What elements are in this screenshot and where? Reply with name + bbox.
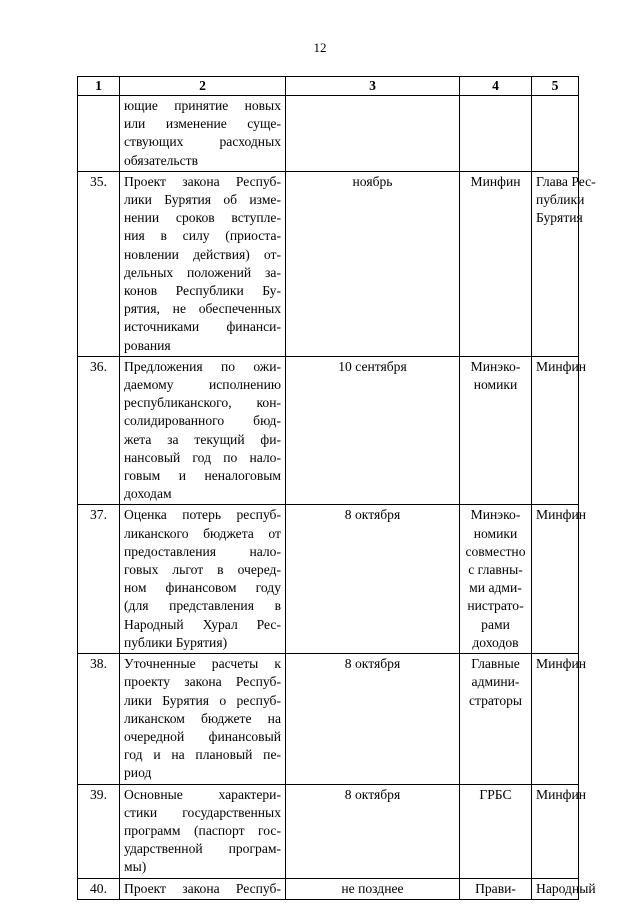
cell-line: номики [473, 525, 518, 541]
description-line: Предложения по ожи- [124, 358, 281, 374]
description-line: предоставления нало- [124, 543, 281, 559]
deadline: 8 октября [286, 505, 460, 654]
column-header: 1 [78, 77, 120, 96]
cell-line: рами [481, 616, 510, 632]
responsible-executor [460, 356, 532, 505]
description-line: стики государственных [124, 804, 281, 820]
cell-line: Минфин [536, 358, 586, 374]
cell-line: Минфин [536, 656, 586, 672]
document-description [120, 878, 286, 899]
cell-line: совместно [465, 543, 526, 559]
description-line: даемому исполнению [124, 377, 281, 393]
cell-line: Минфин [536, 507, 586, 523]
description-line: Проект закона Респуб- [124, 880, 281, 896]
description-line: Народный Хурал Рес- [124, 616, 281, 632]
description-line: нении сроков вступле- [124, 210, 281, 226]
column-header: 2 [120, 77, 286, 96]
recipient [532, 784, 586, 878]
row-number [78, 96, 120, 172]
cell-line: админи- [471, 674, 520, 690]
page-number: 12 [313, 40, 327, 55]
description-line: ликанского бюджета от [124, 525, 281, 541]
description-line: дельных положений за- [124, 264, 281, 280]
column-header: 3 [286, 77, 460, 96]
description-line: конов Республики Бу- [124, 283, 281, 299]
responsible-executor [460, 505, 532, 654]
description-line: риод [124, 765, 152, 781]
responsible-executor [460, 654, 532, 784]
row-number: 38. [78, 654, 120, 784]
description-line: Уточненные расчеты к [124, 656, 281, 672]
description-line: или изменение суще- [124, 116, 281, 132]
cell-line: публики [536, 192, 585, 208]
row-number: 35. [78, 171, 120, 356]
description-line: очередной финансовый [124, 728, 281, 744]
description-line: год и на плановый пе- [124, 747, 281, 763]
column-header: 5 [532, 77, 579, 96]
description-line: новлении действия) от- [124, 246, 281, 262]
plan-table [77, 76, 596, 900]
description-line: обязательств [124, 152, 199, 168]
table-row [78, 356, 579, 505]
table-row [78, 654, 579, 784]
responsible-executor [460, 171, 532, 356]
table-row [78, 505, 579, 654]
table-row [78, 784, 579, 878]
description-line: публики Бурятия) [124, 634, 228, 650]
description-line: программ (паспорт гос- [124, 822, 281, 838]
description-line: ликанском бюджете на [124, 710, 281, 726]
cell-line: Минэко- [470, 507, 521, 523]
description-line: мы) [124, 859, 147, 875]
description-line: доходам [124, 486, 172, 502]
description-line: говых льгот в очеред- [124, 562, 281, 578]
description-line: ния в силу (приоста- [124, 228, 281, 244]
cell-line: Бурятия [536, 210, 583, 226]
cell-line: Минфин [536, 786, 586, 802]
cell-line: нистрато- [467, 598, 524, 614]
description-line: ударственной програм- [124, 841, 281, 857]
document-description [120, 96, 286, 172]
cell-line: Народный [536, 880, 596, 896]
cell-line: номики [473, 377, 518, 393]
deadline: 10 сентября [286, 356, 460, 505]
responsible-executor [460, 878, 532, 899]
description-line: источниками финанси- [124, 319, 281, 335]
description-line: жета за текущий фи- [124, 431, 281, 447]
cell-line: ГРБС [479, 786, 512, 802]
table-header-row [78, 77, 579, 96]
cell-line: страторы [468, 692, 523, 708]
document-description [120, 654, 286, 784]
document-description [120, 171, 286, 356]
deadline: 8 октября [286, 654, 460, 784]
description-line: рятия, не обеспеченных [124, 301, 281, 317]
description-line: ствующих расходных [124, 134, 281, 150]
description-line: ном финансовом году [124, 580, 281, 596]
description-line: Основные характери- [124, 786, 281, 802]
cell-line: Глава Рес- [536, 173, 596, 189]
responsible-executor [460, 784, 532, 878]
recipient [532, 171, 596, 356]
cell-line: Минэко- [470, 358, 521, 374]
row-number: 36. [78, 356, 120, 505]
cell-line: ми адми- [469, 580, 522, 596]
responsible-executor [460, 96, 532, 172]
recipient [532, 356, 586, 505]
description-line: Оценка потерь респуб- [124, 507, 281, 523]
description-line: Проект закона Респуб- [124, 173, 281, 189]
table-row [78, 96, 579, 172]
row-number: 37. [78, 505, 120, 654]
row-number: 40. [78, 878, 120, 899]
recipient [532, 96, 579, 172]
row-number: 39. [78, 784, 120, 878]
table-row [78, 171, 579, 356]
description-line: нансовый год по нало- [124, 449, 281, 465]
cell-line: Минфин [470, 173, 521, 189]
deadline [286, 96, 460, 172]
recipient [532, 505, 586, 654]
description-line: (для представления в [124, 598, 281, 614]
description-line: рования [124, 337, 171, 353]
deadline: ноябрь [286, 171, 460, 356]
cell-line: доходов [472, 634, 519, 650]
cell-line: Главные [471, 656, 520, 672]
deadline: не позднее [286, 878, 460, 899]
cell-line: с главны- [468, 562, 523, 578]
cell-line: Прави- [475, 880, 516, 896]
column-header: 4 [460, 77, 532, 96]
deadline: 8 октября [286, 784, 460, 878]
recipient [532, 654, 586, 784]
recipient [532, 878, 596, 899]
document-description [120, 356, 286, 505]
description-line: ющие принятие новых [124, 98, 281, 113]
document-description [120, 784, 286, 878]
description-line: республиканского, кон- [124, 395, 281, 411]
description-line: лики Бурятия об изме- [124, 192, 281, 208]
description-line: лики Бурятия о респуб- [124, 692, 281, 708]
table-row [78, 878, 579, 899]
description-line: проекту закона Респуб- [124, 674, 281, 690]
description-line: солидированного бюд- [124, 413, 281, 429]
description-line: говым и неналоговым [124, 468, 281, 484]
document-description [120, 505, 286, 654]
